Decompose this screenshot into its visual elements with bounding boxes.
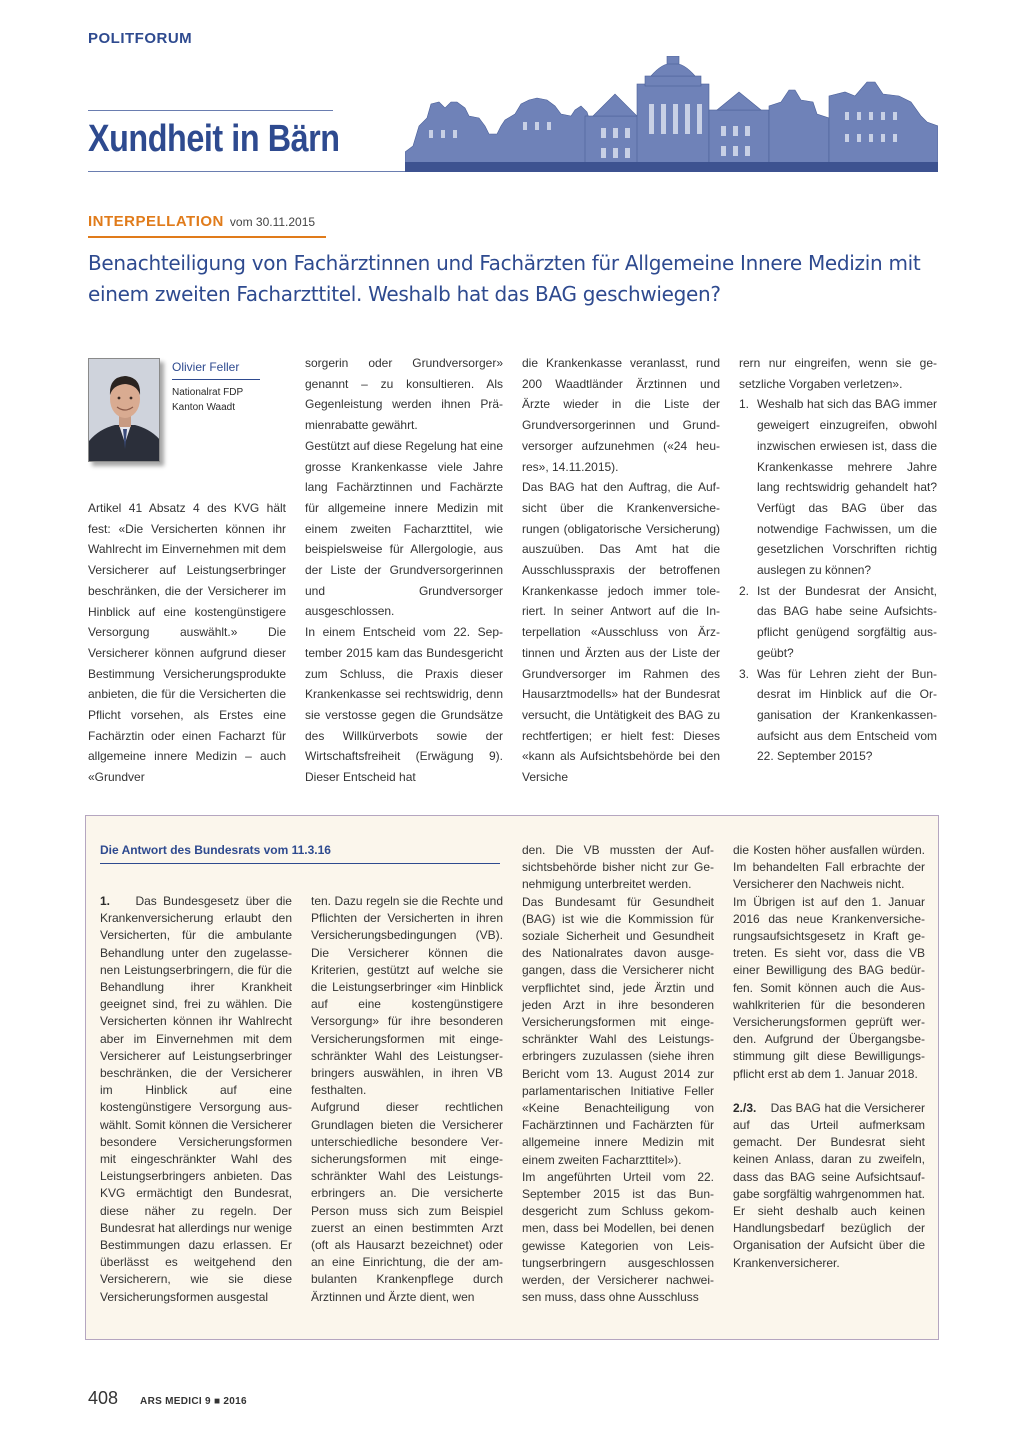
question-text: Was für Lehren zieht der Bundesrat im Hinblick auf die Organisation der Krankenkassenaufsicht aus dem Entscheid vom 22. September 2015?	[757, 666, 937, 764]
author-role	[172, 385, 243, 415]
article-headline: Benachteiligung von Fachärztinnen und Fachärzten für Allgemeine Innere Medizin mit einem zweiten Facharzttitel. Weshalb hat das BAG geschwiegen?	[88, 251, 921, 306]
interpellation-keyword: INTERPELLATION	[88, 213, 224, 230]
answer-number: 2./3.	[733, 1100, 757, 1115]
section-label: POLITFORUM	[88, 30, 193, 47]
answer-paragraph	[100, 893, 292, 1306]
author-rule	[172, 379, 260, 380]
author-role-line1: Nationalrat FDP	[172, 387, 244, 398]
body-paragraph: sorgerin oder Grundversorger» genannt – zu konsultieren. Als Gegenleistung werden ihnen Prämienrabatte gewährt.	[305, 356, 503, 433]
page-title: Xundheit in Bärn	[88, 118, 340, 160]
magazine-issue: ARS MEDICI 9 ■ 2016	[140, 1396, 247, 1407]
answer-paragraph: den. Die VB mussten der Aufsichtsbehörde bisher nicht zur Genehmigung unterbreitet werden.	[522, 843, 714, 892]
interpellation-label	[88, 213, 315, 231]
question-item	[739, 581, 937, 664]
answer-number: 1.	[100, 894, 111, 908]
body-paragraph: die Krankenkasse veranlasst, rund 200 Waadtländer Ärztinnen und Ärzte wieder in die Liste der Grundversorgerinnen und Grundversorger aufzunehmen («24 heures», 14.11.2015).	[522, 356, 720, 474]
parliament-building-illustration	[405, 56, 938, 172]
body-column-2	[305, 353, 503, 788]
answer-heading-rule	[100, 863, 500, 864]
answer-paragraph: Aufgrund dieser rechtlichen Grundlagen bieten die Versicherer unterschiedliche besondere Versicherungsformen mit eingeschränkter Wahl des Leistungserbringers an. Die versicherte Person muss sich zum Beispiel zuerst an einen bestimmten Arzt (oft als Hausarzt bezeichnet) oder an eine Einrichtung, die der ambulanten Krankenpflege durch Ärztinnen und Ärzte dient, wen	[311, 1100, 503, 1304]
answer-column-2	[311, 893, 503, 1306]
answer-paragraph: die Kosten höher ausfallen würden. Im behandelten Fall erbrachte der Versicherer den Nachweis nicht.	[733, 843, 925, 892]
answer-paragraph: Im angeführten Urteil vom 22. September 2015 ist das Bundesgericht zum Schluss gekommen, dass bei Modellen, bei denen gewisse Kategorien von Leistungserbringern ausgeschlossen werden, der Versicherer nachweisen muss, dass ohne Ausschluss	[522, 1169, 714, 1305]
answer-paragraph: Das Bundesamt für Gesundheit (BAG) ist wie die Kommission für soziale Sicherheit und Gesundheit des Nationalrates davon ausgegangen, dass die Versicherer nicht verpflichtet sind, jede Ärztin und jeden Arzt in ihre besonderen Versicherungsformen mit eingeschränkter Wahl des Leistungserbringers zuzulassen (siehe ihren Bericht vom 13. August 2014 zur parlamentarischen Initiative Feller «Keine Benachteiligung von Fachärztinnen und Fachärzten für allgemeine innere Medizin mit einem zweiten Facharzttitel»).	[522, 894, 714, 1167]
question-text: Ist der Bundesrat der Ansicht, das BAG habe seine Aufsichtspflicht genügend sorgfältig ausgeübt?	[757, 583, 937, 660]
body-column-1	[88, 498, 286, 788]
page-number: 408	[88, 1388, 119, 1408]
question-item	[739, 664, 937, 768]
author-photo	[88, 358, 160, 462]
body-paragraph: Das BAG hat den Auftrag, die Aufsicht über die Krankenversicherungen (obligatorische Versicherung) auszuüben. Das Amt hat die Ausschlusspraxis der betroffenen Krankenkasse jedoch immer toleriert. In seiner Antwort auf die Interpellation «Ausschluss von Ärztinnen und Ärzten aus der Liste der Grundversorger im Rahmen des Hausarztmodells» hat der Bundesrat versucht, die Untätigkeit des BAG zu rechtfertigen; er hielt fest: Dieses «kann als Aufsichtsbehörde bei den Versiche	[522, 480, 720, 785]
interpellation-rule	[88, 236, 326, 238]
body-paragraph: rern nur eingreifen, wenn sie gesetzliche Vorgaben verletzen».	[739, 356, 937, 391]
answer-paragraph	[733, 1100, 925, 1272]
answer-column-3	[522, 842, 714, 1306]
answer-paragraph: ten. Dazu regeln sie die Rechte und Pflichten der Versicherten in ihren Versicherungsbedingungen (VB). Die Versicherer können die Kriterien, gestützt auf welche sie die Leistungserbringer «im Hinblick auf eine kostengünstigere Versorgung» für ihre besonderen Versicherungsformen mit eingeschränkter Wahl des Leistungserbringers auswählen, in ihren VB festhalten.	[311, 894, 503, 1098]
answer-column-4	[733, 842, 925, 1272]
question-number: 1.	[739, 397, 750, 412]
answer-text: Das Bundesgesetz über die Krankenversicherung erlaubt den Versicherten, für die ambulante Behandlung unter den zugelassenen Leistungserbringern, die für die Behandlung ihrer Krankheit geeignet sind, frei zu wählen. Die Versicherten können ihr Wahlrecht aber im Einvernehmen mit dem Versicherer auf Leistungserbringer beschränken, die der Versicherer im Hinblick auf eine kostengünstigere Versorgung auswählt. Somit können die Versicherer besondere Versicherungsformen mit eingeschränkter Wahl des Leistungserbringers anbieten. Das KVG ermächtigt den Bundesrat, diese näher zu regeln. Der Bundesrat hat allerdings nur wenige Bestimmungen dazu erlassen. Er überlässt es weitgehend den Versicherern, wie sie diese Versicherungsformen ausgestal	[100, 894, 292, 1304]
body-column-3	[522, 353, 720, 788]
body-paragraph: Artikel 41 Absatz 4 des KVG hält fest: «Die Versicherten können ihr Wahlrecht im Einvernehmen mit dem Versicherer auf Leistungserbringer beschränken, die der Versicherer im Hinblick auf eine kostengünstigere Versorgung auswählt.» Die Versicherer können aufgrund dieser Bestimmung Versicherungsprodukte anbieten, die für die Versicherten die Pflicht vorsehen, als Erstes eine Fachärztin oder einen Facharzt für allgemeine innere Medizin – auch «Grundver	[88, 501, 286, 785]
question-item	[739, 394, 937, 580]
title-rule-top	[88, 110, 333, 111]
question-number: 3.	[739, 666, 750, 681]
question-number: 2.	[739, 583, 750, 598]
body-paragraph: In einem Entscheid vom 22. September 2015 kam das Bundesgericht zum Schluss, die Praxis dieser Krankenkasse sei rechtswidrig, denn sie verstosse gegen die Grundsätze des Willkürverbots sowie der Wirtschaftsfreiheit (Erwägung 9). Dieser Entscheid hat	[305, 625, 503, 785]
page-footer	[88, 1388, 247, 1409]
author-name: Olivier Feller	[172, 360, 240, 374]
body-column-4	[739, 353, 937, 767]
body-paragraph: Gestützt auf diese Regelung hat eine grosse Krankenkasse viele Jahre lang Fachärztinnen und Fachärzte für allgemeine innere Medizin mit einem zweiten Facharzttitel, wie beispielsweise für Allergologie, aus der Liste der Grundversorgerinnen und Grundversorger ausgeschlossen.	[305, 438, 503, 619]
author-portrait-image	[89, 359, 160, 462]
answer-text: Das BAG hat die Versicherer auf das Urteil aufmerksam gemacht. Der Bundesrat sieht keinen Anlass, daran zu zweifeln, dass das BAG seine Aufsichtsaufgabe sorgfältig wahrgenommen hat. Er sieht deshalb auch keinen Handlungsbedarf bezüglich der Organisation der Aufsicht über die Krankenversicherer.	[733, 1100, 925, 1270]
answer-paragraph: Im Übrigen ist auf den 1. Januar 2016 das neue Krankenversicherungsaufsichtsgesetz in Kraft getreten. Es sieht vor, dass die VB einer Bewilligung des BAG bedürfen. Somit können auch die Auswahlkriterien für die besonderen Versicherungsformen geprüft werden. Aufgrund der Übergangsbestimmung gilt diese Bewilligungspflicht erst ab dem 1. Januar 2018.	[733, 894, 925, 1081]
interpellation-date: vom 30.11.2015	[229, 215, 316, 229]
answer-heading: Die Antwort des Bundesrats vom 11.3.16	[100, 843, 331, 857]
question-list	[739, 394, 937, 767]
question-text: Weshalb hat sich das BAG immer geweigert einzugreifen, obwohl inzwischen erwiesen ist, dass die Krankenkasse mehrere Jahre lang rechtswidrig gehandelt hat? Verfügt das BAG über das notwendige Fachwissen, um die gesetzlichen Vorschriften richtig auslegen zu können?	[757, 397, 937, 578]
answer-column-1	[100, 893, 292, 1306]
author-role-line2: Kanton Waadt	[172, 402, 236, 413]
